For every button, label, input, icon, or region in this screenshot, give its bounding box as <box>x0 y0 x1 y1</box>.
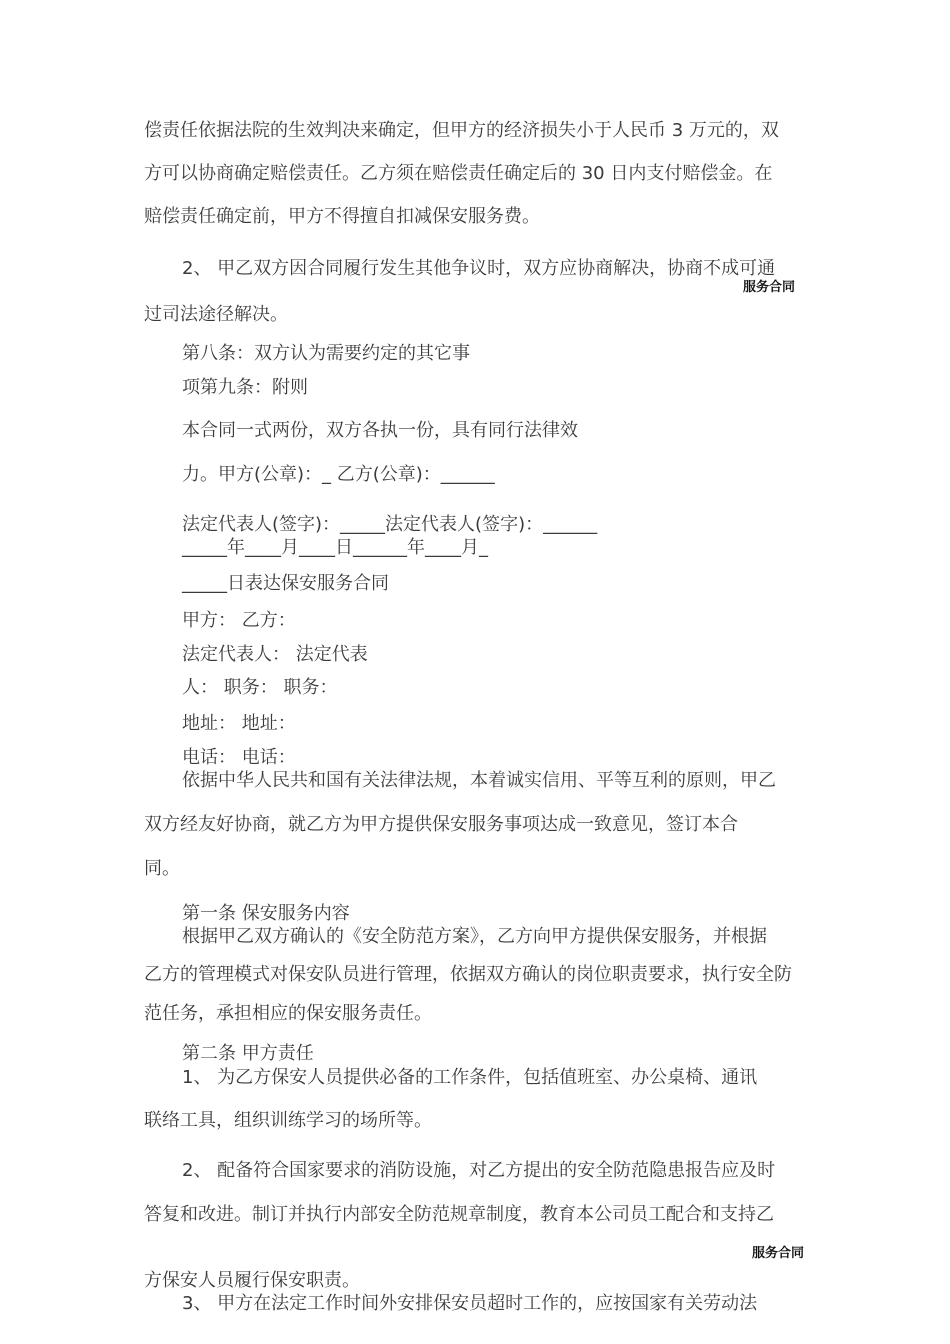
text-line: _____日表达保安服务合同 <box>182 573 389 594</box>
text-line: 第八条：双方认为需要约定的其它事 <box>182 343 470 364</box>
text-line: 过司法途径解决。 <box>144 304 288 325</box>
text-line: 电话： 电话： <box>182 747 296 768</box>
section-heading: 第二条 甲方责任 <box>182 1043 314 1064</box>
text-line: 3、 甲方在法定工作时间外安排保安员超时工作的，应按国家有关劳动法 <box>182 1293 758 1314</box>
running-header: 服务合同 <box>743 280 796 295</box>
text-line: 联络工具，组织训练学习的场所等。 <box>144 1110 432 1131</box>
text-line: 甲方： 乙方： <box>182 610 296 631</box>
text-line: 赔偿责任确定前，甲方不得擅自扣减保安服务费。 <box>144 206 540 227</box>
running-header: 服务合同 <box>752 1246 805 1261</box>
text-line: 答复和改进。制订并执行内部安全防范规章制度，教育本公司员工配合和支持乙 <box>144 1204 774 1225</box>
text-line: 双方经友好协商，就乙方为甲方提供保安服务事项达成一致意见，签订本合 <box>144 814 738 835</box>
text-line: 法定代表人： 法定代表 <box>182 644 368 665</box>
text-line: 本合同一式两份，双方各执一份，具有同行法律效 <box>182 420 578 441</box>
text-line: 方保安人员履行保安职责。 <box>144 1270 360 1291</box>
text-line: 偿责任依据法院的生效判决来确定，但甲方的经济损失小于人民币 3 万元的，双 <box>144 120 779 141</box>
text-line: 方可以协商确定赔偿责任。乙方须在赔偿责任确定后的 30 日内支付赔偿金。在 <box>144 163 773 184</box>
text-line: 人： 职务： 职务： <box>182 677 338 698</box>
text-line: 2、 甲乙双方因合同履行发生其他争议时，双方应协商解决，协商不成可通 <box>182 258 776 279</box>
text-line: 项第九条：附则 <box>182 377 308 398</box>
text-line: 法定代表人(签字)：_____法定代表人(签字)：______ <box>182 514 598 535</box>
text-line: 1、 为乙方保安人员提供必备的工作条件，包括值班室、办公桌椅、通讯 <box>182 1067 758 1088</box>
text-line: 地址： 地址： <box>182 713 296 734</box>
text-line: 根据甲乙双方确认的《安全防范方案》，乙方向甲方提供保安服务，并根据 <box>182 926 767 947</box>
text-line: 力。甲方(公章)：_ 乙方(公章)：______ <box>182 464 495 485</box>
text-line: 同。 <box>144 858 180 879</box>
text-line: 乙方的管理模式对保安队员进行管理，依据双方确认的岗位职责要求，执行安全防 <box>144 964 792 985</box>
text-line: 2、 配备符合国家要求的消防设施，对乙方提出的安全防范隐患报告应及时 <box>182 1160 776 1181</box>
text-line: 依据中华人民共和国有关法律法规，本着诚实信用、平等互利的原则，甲乙 <box>182 770 776 791</box>
section-heading: 第一条 保安服务内容 <box>182 903 350 924</box>
text-line: 范任务，承担相应的保安服务责任。 <box>144 1003 432 1024</box>
text-line: _____年____月____日______年____月_ <box>182 537 488 558</box>
